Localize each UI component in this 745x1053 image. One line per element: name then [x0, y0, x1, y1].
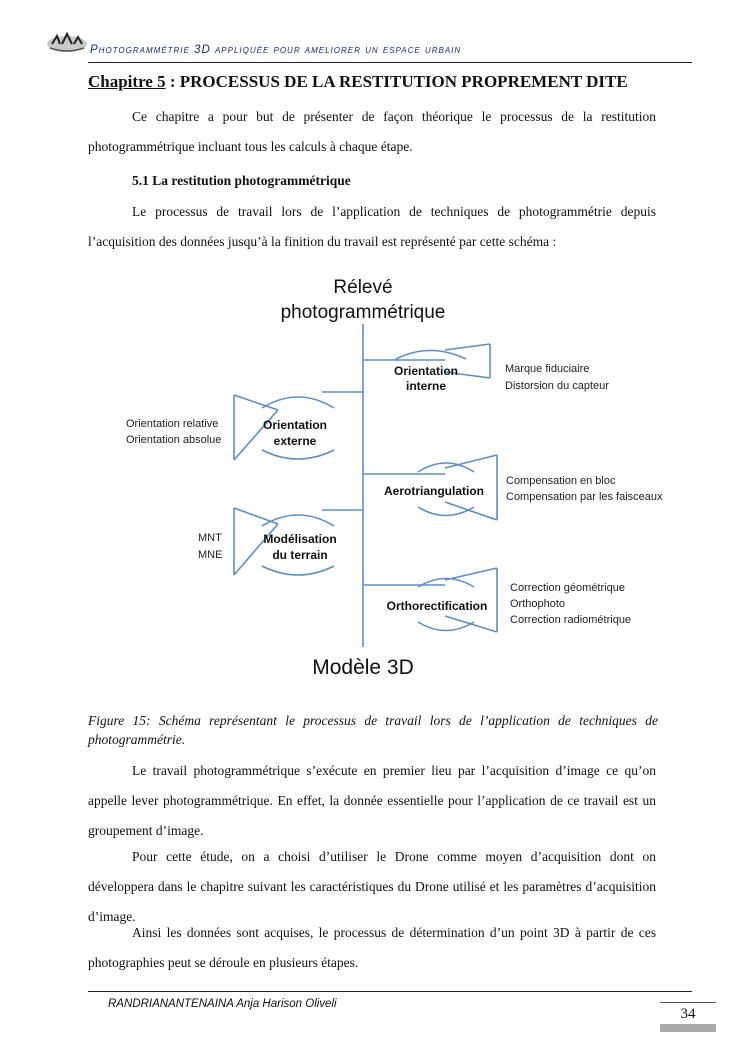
page-number: 34: [680, 1006, 696, 1022]
detail-interne-1: Marque fiduciaire: [505, 363, 590, 375]
chapter-title: [88, 72, 668, 92]
page-number-rule: [660, 1002, 716, 1003]
section-heading: 5.1 La restitution photogrammétrique: [132, 173, 351, 188]
node-orthorectification: Orthorectification: [386, 599, 488, 613]
node-externe-line1: Orientation: [262, 418, 328, 432]
arc-model-bottom: [262, 566, 334, 575]
arc-interne-top: [396, 351, 466, 360]
detail-model-1: MNT: [198, 532, 222, 544]
running-header: Photogrammétrie 3D appliquée pour ameliorer un espace urbain: [90, 44, 462, 56]
detail-externe-1: Orientation relative: [126, 418, 219, 430]
page-number-bar: [660, 1024, 716, 1032]
node-modelisation-line1: Modélisation: [263, 532, 337, 546]
body-paragraph-1: Le travail photogrammétrique s’exécute en premier lieu par l’acquisition d’image ce qu’on appelle lever photogrammétrique. En effet, la donnée essentielle pour l’application de ce travail est un groupement d’image.: [88, 763, 656, 838]
node-interne-line1: Orientation: [393, 364, 459, 378]
logo-icon: [46, 30, 88, 56]
detail-externe-2: Orientation absolue: [126, 434, 222, 446]
detail-aero-2: Compensation par les faisceaux: [506, 491, 663, 503]
node-interne-line2: interne: [405, 379, 447, 393]
detail-aero-1: Compensation en bloc: [506, 475, 616, 487]
arc-model-top: [262, 515, 334, 526]
detail-interne-2: Distorsion du capteur: [505, 380, 609, 392]
diagram-top-line1: Rélevé: [333, 277, 393, 298]
arc-externe-top: [262, 397, 334, 408]
intro-paragraph: Ce chapitre a pour but de présenter de façon théorique le processus de la restitution photogrammétrique incluant tous les calculs à chaque étape.: [88, 109, 656, 154]
header-divider: [88, 62, 692, 63]
node-aerotriangulation: Aerotriangulation: [383, 484, 485, 498]
figure-caption: Figure 15: Schéma représentant le processus de travail lors de l’application de techniques de photogrammétrie.: [88, 713, 658, 747]
diagram-top-line2: photogrammétrique: [280, 302, 446, 323]
footer-author: RANDRIANANTENAINA Anja Harison Oliveli: [108, 998, 337, 1010]
node-externe-line2: externe: [273, 434, 317, 448]
detail-ortho-1: Correction géométrique: [510, 582, 625, 594]
arc-ortho-bottom: [418, 622, 474, 631]
arc-externe-bottom: [262, 450, 334, 459]
chapter-heading: : PROCESSUS DE LA RESTITUTION PROPREMENT DITE: [165, 72, 628, 91]
arc-aero-bottom: [418, 507, 474, 516]
section-paragraph: Le processus de travail lors de l’application de techniques de photogrammétrie depuis l’acquisition des données jusqu’à la finition du travail est représenté par cette schéma :: [88, 204, 656, 249]
detail-ortho-2: Orthophoto: [510, 598, 566, 610]
body-paragraph-2: Pour cette étude, on a choisi d’utiliser le Drone comme moyen d’acquisition dont on développera dans le chapitre suivant les caractéristiques du Drone utilisé et les paramètres d’acquisition d’image.: [88, 849, 656, 924]
detail-ortho-3: Correction radiométrique: [510, 614, 632, 626]
body-paragraph-3: Ainsi les données sont acquises, le processus de détermination d’un point 3D à partir de ces photographies peut se déroule en plusieurs étapes.: [88, 925, 656, 970]
process-diagram: [0, 262, 745, 702]
detail-model-2: MNE: [198, 549, 223, 561]
chapter-label: Chapitre 5: [88, 72, 166, 91]
diagram-bottom: Modèle 3D: [312, 656, 414, 679]
node-modelisation-line2: du terrain: [272, 548, 328, 562]
footer-divider: [88, 991, 692, 992]
